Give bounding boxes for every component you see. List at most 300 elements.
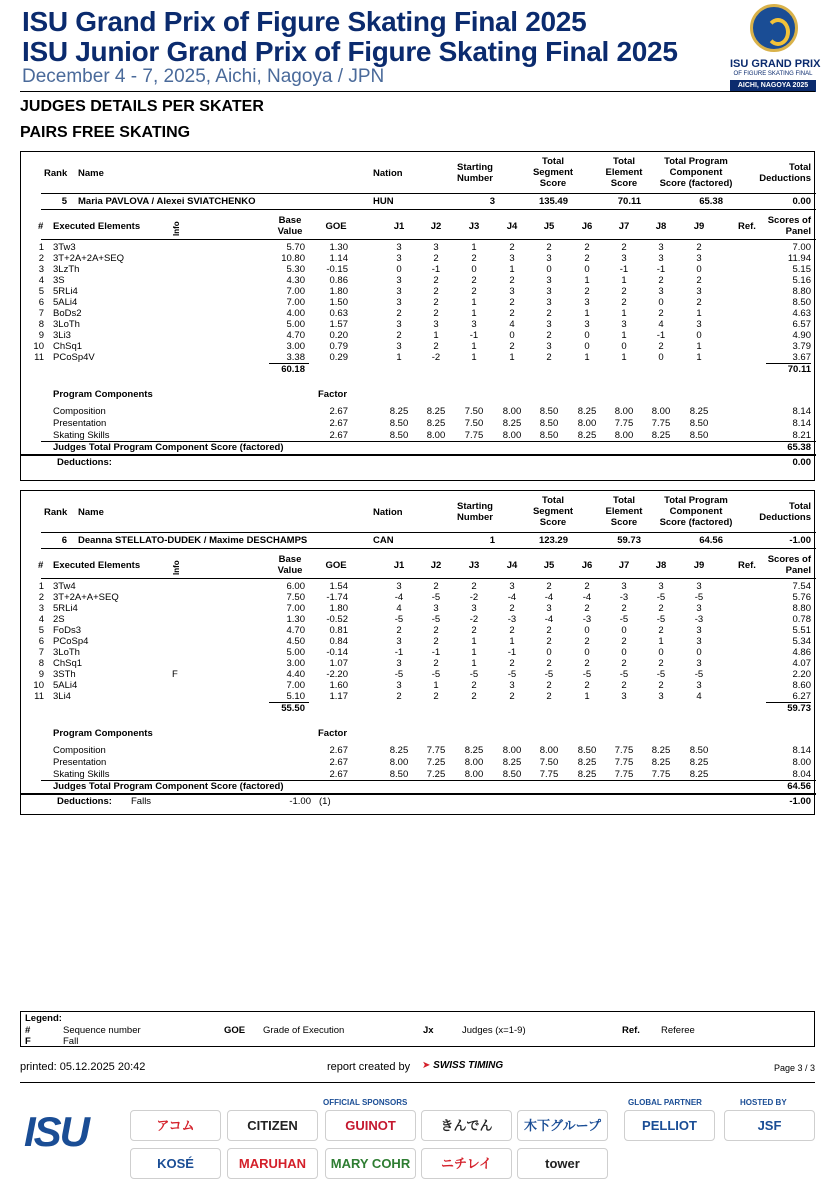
starting-header-2: Number: [457, 512, 493, 523]
component-j8: 7.75: [651, 418, 671, 429]
deductions-line: [21, 454, 816, 456]
element-score: 5.51: [792, 625, 811, 636]
element-j9: -3: [694, 614, 704, 625]
base-value-total: 55.50: [281, 703, 305, 714]
element-score: 5.16: [792, 275, 811, 286]
footer-divider: [20, 1082, 815, 1083]
element-j2: 2: [433, 581, 439, 592]
element-seq: 9: [38, 330, 44, 341]
sponsor-logo: GUINOT: [325, 1110, 416, 1141]
element-j1: -4: [394, 592, 404, 603]
element-j4: 3: [509, 581, 515, 592]
element-j2: 2: [433, 691, 439, 702]
element-code: 5ALi4: [53, 680, 78, 691]
component-j5: 7.50: [539, 757, 559, 768]
element-j5: 3: [546, 341, 552, 352]
element-seq: 10: [33, 341, 44, 352]
element-j9: 3: [696, 658, 702, 669]
element-j8: 1: [658, 636, 664, 647]
element-j9: 3: [696, 680, 702, 691]
element-j3: 1: [471, 352, 477, 363]
element-j3: 1: [471, 297, 477, 308]
skater-nation: HUN: [373, 196, 394, 207]
tes-header-2: Element: [605, 167, 643, 178]
component-j4: 8.00: [502, 406, 522, 417]
component-j2: 7.75: [426, 745, 446, 756]
component-j2: 7.25: [426, 769, 446, 780]
element-j5: 2: [546, 691, 552, 702]
base-header-2: Value: [277, 226, 303, 237]
element-j2: 2: [433, 636, 439, 647]
element-j2: 2: [433, 297, 439, 308]
element-j7: 2: [621, 297, 627, 308]
element-code: FoDs3: [53, 625, 81, 636]
info-header: Info: [172, 221, 181, 236]
element-base-value: 5.00: [286, 319, 305, 330]
element-j1: 0: [396, 264, 402, 275]
element-j2: 2: [433, 286, 439, 297]
element-j5: 3: [546, 286, 552, 297]
element-seq: 6: [38, 636, 44, 647]
legend-val-fall: Fall: [63, 1036, 79, 1047]
element-j4: 1: [509, 636, 515, 647]
element-j1: 3: [396, 658, 402, 669]
element-j4: -1: [507, 647, 517, 658]
tss-header-3: Score: [539, 517, 567, 528]
component-j1: 8.50: [389, 418, 409, 429]
element-base-value: 7.00: [286, 603, 305, 614]
element-j6: 1: [584, 352, 590, 363]
element-j1: 3: [396, 636, 402, 647]
element-code: 3S: [53, 275, 65, 286]
legend-key-goe: GOE: [224, 1025, 246, 1036]
element-j3: 2: [471, 625, 477, 636]
component-j9: 8.25: [689, 769, 709, 780]
judge-header-j9: J9: [693, 560, 705, 571]
element-j5: 2: [546, 330, 552, 341]
program-components-header: Program Components: [53, 389, 153, 400]
nation-header: Nation: [373, 507, 403, 518]
component-j4: 8.00: [502, 430, 522, 441]
element-j2: 1: [433, 680, 439, 691]
element-score: 8.60: [792, 680, 811, 691]
element-j4: 2: [509, 242, 515, 253]
element-score: 2.20: [792, 669, 811, 680]
element-j8: 2: [658, 275, 664, 286]
element-code: PCoSp4V: [53, 352, 95, 363]
element-seq: 3: [38, 264, 44, 275]
component-j4: 8.50: [502, 769, 522, 780]
element-goe: -2.20: [326, 669, 348, 680]
component-j2: 8.25: [426, 418, 446, 429]
component-j8: 8.25: [651, 430, 671, 441]
element-j4: 2: [509, 625, 515, 636]
deduction-type: Falls: [131, 796, 152, 807]
element-j2: 1: [433, 330, 439, 341]
element-j8: 4: [658, 319, 664, 330]
element-j2: -2: [431, 352, 441, 363]
name-header: Name: [78, 168, 104, 179]
element-j3: 2: [471, 581, 477, 592]
element-j9: 1: [696, 352, 702, 363]
element-j8: 2: [658, 625, 664, 636]
component-j8: 7.75: [651, 769, 671, 780]
component-j9: 8.25: [689, 757, 709, 768]
element-score: 4.07: [792, 658, 811, 669]
element-j7: 1: [621, 275, 627, 286]
element-j6: 3: [584, 319, 590, 330]
judge-header-j3: J3: [468, 221, 480, 232]
element-j7: 2: [621, 680, 627, 691]
component-name: Composition: [53, 406, 106, 417]
element-score: 5.15: [792, 264, 811, 275]
element-j7: -5: [619, 614, 629, 625]
component-j7: 7.75: [614, 757, 634, 768]
element-j2: 2: [433, 625, 439, 636]
element-j1: 4: [396, 603, 402, 614]
element-j3: 2: [471, 275, 477, 286]
page-number: Page 3 / 3: [773, 1063, 815, 1073]
element-j7: 1: [621, 330, 627, 341]
element-j1: -5: [394, 669, 404, 680]
element-code: 3Tw3: [53, 242, 76, 253]
element-j7: -3: [619, 592, 629, 603]
skater-tes: 59.73: [617, 535, 641, 546]
element-j5: 3: [546, 253, 552, 264]
component-score: 8.21: [792, 430, 811, 441]
program-components-header: Program Components: [53, 728, 153, 739]
tes-total: 59.73: [787, 703, 811, 714]
element-j6: 2: [584, 253, 590, 264]
name-header: Name: [78, 507, 104, 518]
component-j4: 8.00: [502, 745, 522, 756]
component-j3: 8.25: [464, 745, 484, 756]
element-score: 4.90: [792, 330, 811, 341]
component-j1: 8.50: [389, 430, 409, 441]
element-score: 3.79: [792, 341, 811, 352]
report-footer: [20, 1060, 815, 1076]
element-score: 5.76: [792, 592, 811, 603]
element-j1: 3: [396, 581, 402, 592]
official-sponsors-heading: OFFICIAL SPONSORS: [323, 1098, 408, 1107]
element-base-value: 7.00: [286, 286, 305, 297]
element-j1: 3: [396, 286, 402, 297]
element-j3: 2: [471, 680, 477, 691]
scores-of-panel-header: Scores of: [767, 554, 811, 565]
sponsor-logo: MARY COHR: [325, 1148, 416, 1179]
tes-header-2: Element: [605, 506, 643, 517]
element-goe: -0.14: [326, 647, 348, 658]
element-j4: 1: [509, 264, 515, 275]
elements-header: Executed Elements: [53, 221, 141, 232]
element-j8: 0: [658, 297, 664, 308]
sponsor-logo: tower: [517, 1148, 608, 1179]
base-header-2: Value: [277, 565, 303, 576]
element-j6: 2: [584, 603, 590, 614]
factor-header: Factor: [318, 728, 348, 739]
component-j3: 8.00: [464, 769, 484, 780]
deductions-header-2: Deductions: [759, 173, 811, 184]
element-base-value: 5.00: [286, 647, 305, 658]
goe-header: GOE: [325, 221, 347, 232]
judge-header-j1: J1: [393, 560, 405, 571]
element-goe: 1.30: [329, 242, 348, 253]
component-j9: 8.50: [689, 418, 709, 429]
element-seq: 2: [38, 592, 44, 603]
element-goe: 1.60: [329, 680, 348, 691]
component-j6: 8.25: [577, 757, 597, 768]
element-j6: 3: [584, 297, 590, 308]
element-j9: -5: [694, 592, 704, 603]
pcs-header-2: Component: [669, 506, 723, 517]
pcs-header: Total Program: [664, 495, 728, 506]
component-j7: 8.00: [614, 430, 634, 441]
elements-header-line: [41, 578, 816, 579]
judge-header-j3: J3: [468, 560, 480, 571]
element-goe: 0.20: [329, 330, 348, 341]
element-j1: -1: [394, 647, 404, 658]
element-j4: -3: [507, 614, 517, 625]
element-j9: 2: [696, 242, 702, 253]
component-factor: 2.67: [329, 745, 348, 756]
summary-bottom-line: [41, 548, 816, 549]
element-j8: 3: [658, 242, 664, 253]
element-j8: -5: [656, 669, 666, 680]
element-j1: 3: [396, 319, 402, 330]
sponsor-logo: KOSÉ: [130, 1148, 221, 1179]
element-seq: 11: [34, 352, 44, 363]
component-name: Presentation: [53, 757, 107, 768]
judge-header-j7: J7: [618, 560, 630, 571]
component-j5: 8.50: [539, 430, 559, 441]
element-code: 3LzTh: [53, 264, 80, 275]
element-score: 4.86: [792, 647, 811, 658]
component-j6: 8.25: [577, 406, 597, 417]
element-j5: 0: [546, 264, 552, 275]
element-base-value: 4.30: [286, 275, 305, 286]
judge-header-j7: J7: [618, 221, 630, 232]
component-score: 8.14: [792, 745, 811, 756]
element-info: F: [172, 669, 178, 680]
element-j5: 3: [546, 603, 552, 614]
element-j3: -2: [469, 592, 479, 603]
element-j9: 3: [696, 581, 702, 592]
component-j3: 7.75: [464, 430, 484, 441]
element-code: 3Li4: [53, 691, 71, 702]
element-j5: 2: [546, 242, 552, 253]
component-j9: 8.50: [689, 745, 709, 756]
element-seq: 4: [38, 275, 44, 286]
global-partner-logo: PELLIOT: [624, 1110, 715, 1141]
element-j5: -5: [544, 669, 554, 680]
element-j7: 3: [621, 691, 627, 702]
element-j9: 0: [696, 647, 702, 658]
element-j3: 1: [471, 647, 477, 658]
element-base-value: 5.70: [286, 242, 305, 253]
element-goe: 0.29: [329, 352, 348, 363]
component-j3: 8.00: [464, 757, 484, 768]
element-code: ChSq1: [53, 341, 83, 352]
skater-deductions: 0.00: [792, 196, 811, 207]
element-j9: 1: [696, 341, 702, 352]
element-j2: -1: [431, 264, 441, 275]
element-base-value: 4.70: [286, 625, 305, 636]
deductions-header: Total: [789, 162, 811, 173]
isu-logo: ISU: [24, 1108, 89, 1155]
skater-start-number: 3: [489, 196, 495, 207]
element-j9: 3: [696, 286, 702, 297]
component-j8: 8.00: [651, 406, 671, 417]
element-seq: 5: [38, 625, 44, 636]
element-code: 5RLi4: [53, 286, 78, 297]
element-j3: 2: [471, 253, 477, 264]
element-seq: 8: [38, 319, 44, 330]
element-j5: -4: [544, 592, 554, 603]
base-header: Base: [278, 215, 302, 226]
deduction-total: 0.00: [792, 457, 811, 468]
element-j2: 3: [433, 242, 439, 253]
element-j8: -1: [656, 330, 666, 341]
skater-tes: 70.11: [617, 196, 641, 207]
component-j5: 7.75: [539, 769, 559, 780]
element-j6: 1: [584, 308, 590, 319]
skater-start-number: 1: [489, 535, 495, 546]
element-goe: -1.74: [326, 592, 348, 603]
judge-header-j8: J8: [655, 221, 667, 232]
nation-header: Nation: [373, 168, 403, 179]
element-j6: 2: [584, 658, 590, 669]
element-j6: -3: [582, 614, 592, 625]
element-code: PCoSp4: [53, 636, 89, 647]
element-seq: 9: [38, 669, 44, 680]
grand-prix-logo: [730, 4, 821, 96]
element-base-value: 4.50: [286, 636, 305, 647]
element-base-value: 3.00: [286, 341, 305, 352]
element-j9: 2: [696, 275, 702, 286]
element-j1: -5: [394, 614, 404, 625]
element-j9: -5: [694, 669, 704, 680]
element-j5: 2: [546, 658, 552, 669]
legend-box: [20, 1011, 815, 1047]
element-j6: 1: [584, 691, 590, 702]
element-j3: 0: [471, 264, 477, 275]
printed-timestamp: printed: 05.12.2025 20:42: [20, 1061, 146, 1073]
element-j8: 3: [658, 253, 664, 264]
judge-header-j4: J4: [506, 221, 518, 232]
component-j3: 7.50: [464, 418, 484, 429]
header-divider: [20, 91, 815, 92]
swiss-timing-text: SWISS TIMING: [433, 1060, 504, 1071]
sponsor-logo: 木下グループ: [517, 1110, 608, 1141]
element-j3: 3: [471, 603, 477, 614]
judge-header-j9: J9: [693, 221, 705, 232]
tss-header-2: Segment: [532, 167, 574, 178]
element-j3: 1: [471, 636, 477, 647]
element-j8: -5: [656, 592, 666, 603]
pcs-header-3: Score (factored): [659, 178, 733, 189]
element-j3: 1: [471, 658, 477, 669]
info-header: Info: [172, 560, 181, 575]
seq-header: #: [38, 560, 44, 571]
element-code: ChSq1: [53, 658, 83, 669]
element-code: 5RLi4: [53, 603, 78, 614]
element-seq: 1: [38, 242, 44, 253]
tes-header: Total: [613, 156, 635, 167]
element-j7: 1: [621, 352, 627, 363]
component-j5: 8.50: [539, 406, 559, 417]
element-goe: 0.86: [329, 275, 348, 286]
element-goe: 1.17: [329, 691, 348, 702]
scores-of-panel-header: Scores of: [767, 215, 811, 226]
element-j9: 0: [696, 330, 702, 341]
element-base-value: 7.50: [286, 592, 305, 603]
element-j6: 0: [584, 264, 590, 275]
element-goe: 1.07: [329, 658, 348, 669]
element-j2: 2: [433, 253, 439, 264]
element-j5: 2: [546, 352, 552, 363]
sponsor-logo: CITIZEN: [227, 1110, 318, 1141]
element-seq: 1: [38, 581, 44, 592]
element-goe: 1.57: [329, 319, 348, 330]
event-title-junior: ISU Junior Grand Prix of Figure Skating Final 2025: [22, 36, 678, 67]
element-j7: 0: [621, 341, 627, 352]
component-score: 8.00: [792, 757, 811, 768]
element-seq: 11: [34, 691, 44, 702]
element-j3: -2: [469, 614, 479, 625]
element-row: [21, 352, 816, 364]
element-j6: -4: [582, 592, 592, 603]
element-score: 8.80: [792, 603, 811, 614]
element-j7: 2: [621, 658, 627, 669]
skater-block: [20, 490, 815, 815]
legend-key-judges: Jx: [423, 1025, 434, 1036]
component-j2: 8.25: [426, 406, 446, 417]
component-j4: 8.25: [502, 757, 522, 768]
element-goe: 1.80: [329, 286, 348, 297]
component-j6: 8.25: [577, 430, 597, 441]
element-j8: 2: [658, 680, 664, 691]
element-j3: -1: [469, 330, 479, 341]
element-j1: 3: [396, 253, 402, 264]
skater-rank: 6: [61, 535, 67, 546]
element-j5: 3: [546, 319, 552, 330]
element-j9: 3: [696, 625, 702, 636]
component-row: [21, 418, 816, 430]
element-j2: -5: [431, 592, 441, 603]
element-seq: 6: [38, 297, 44, 308]
skater-deductions: -1.00: [789, 535, 811, 546]
skater-tss: 123.29: [538, 535, 568, 546]
component-j1: 8.25: [389, 745, 409, 756]
component-j9: 8.50: [689, 430, 709, 441]
element-j1: 3: [396, 297, 402, 308]
judge-header-j8: J8: [655, 560, 667, 571]
legend-key-fall: F: [25, 1036, 31, 1047]
sponsor-logo: ニチレイ: [421, 1148, 512, 1179]
component-factor: 2.67: [329, 757, 348, 768]
judge-header-j2: J2: [430, 221, 442, 232]
element-j8: 2: [658, 308, 664, 319]
element-j3: 1: [471, 341, 477, 352]
element-goe: 1.80: [329, 603, 348, 614]
element-score: 4.63: [792, 308, 811, 319]
element-j2: 2: [433, 275, 439, 286]
element-j7: -5: [619, 669, 629, 680]
legend-key-seq: #: [25, 1025, 31, 1036]
component-j1: 8.50: [389, 769, 409, 780]
component-j5: 8.50: [539, 418, 559, 429]
element-base-value: 7.00: [286, 297, 305, 308]
